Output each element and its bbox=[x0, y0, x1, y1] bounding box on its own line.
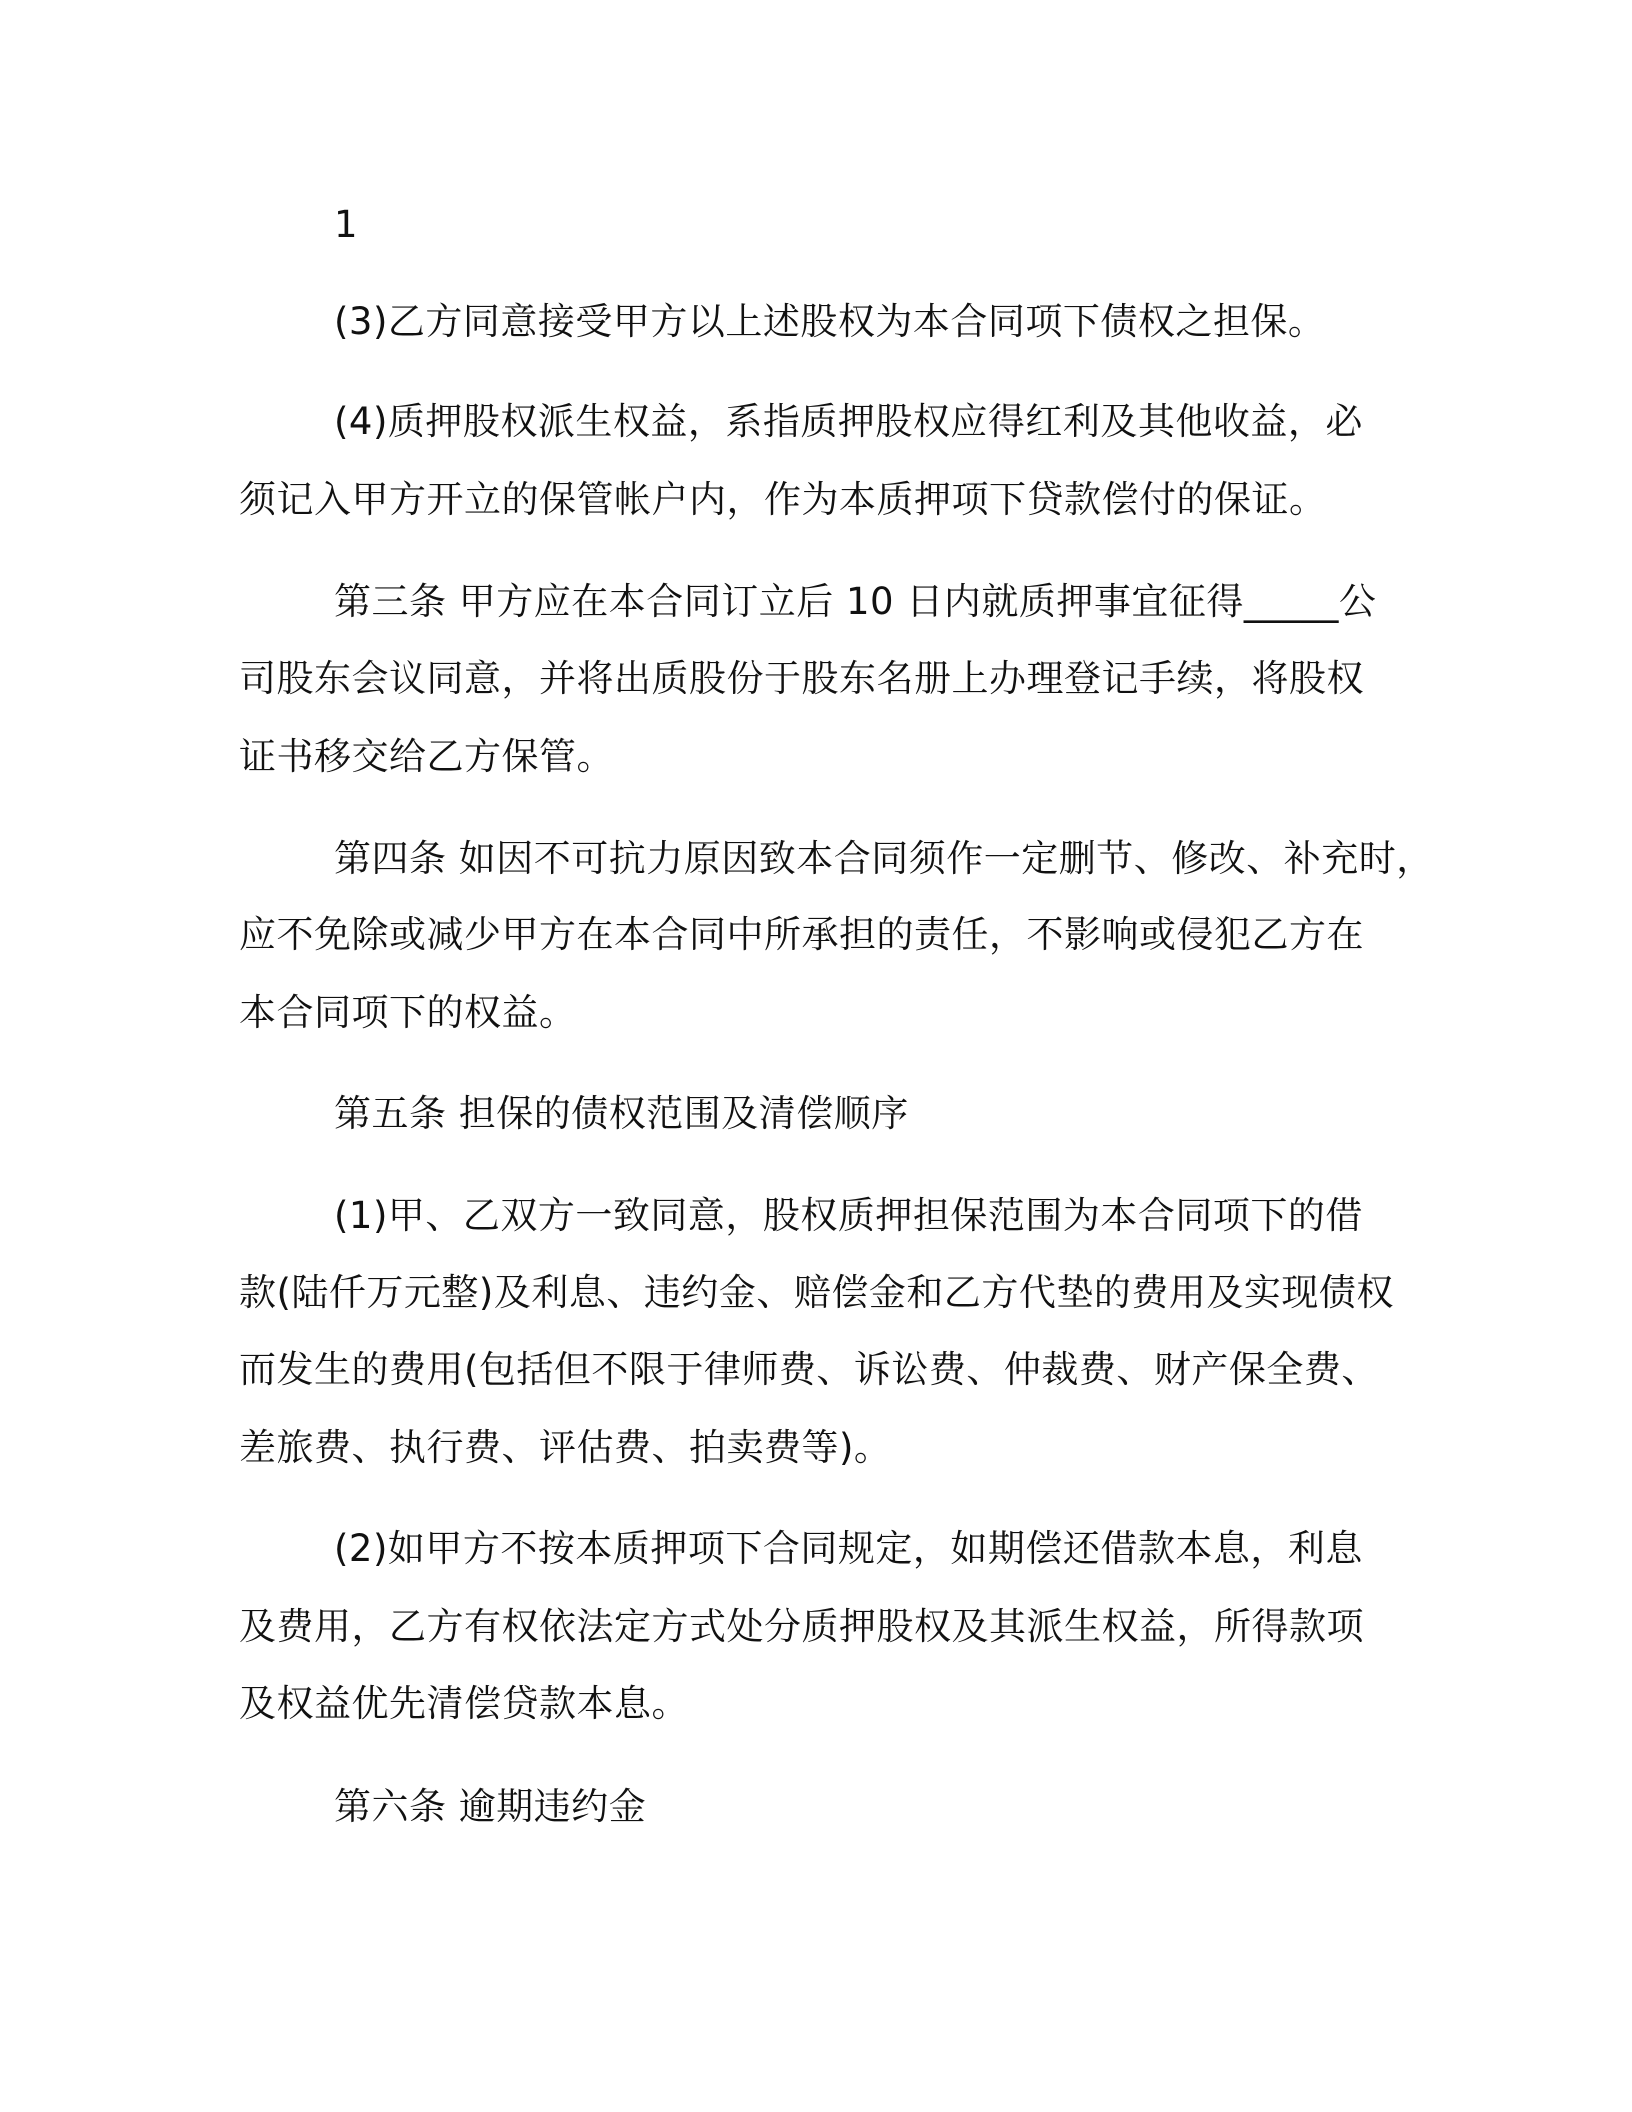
article-4-line-2: 应不免除或减少甲方在本合同中所承担的责任，不影响或侵犯乙方在 bbox=[239, 913, 1364, 956]
article-5-clause-1-line-4: 差旅费、执行费、评估费、拍卖费等)。 bbox=[239, 1426, 892, 1469]
article-5-clause-2-line-2: 及费用，乙方有权依法定方式处分质押股权及其派生权益，所得款项 bbox=[239, 1605, 1364, 1648]
clause-3-line-1: (3)乙方同意接受甲方以上述股权为本合同项下债权之担保。 bbox=[334, 300, 1326, 343]
article-5-clause-1-line-1: (1)甲、乙双方一致同意，股权质押担保范围为本合同项下的借 bbox=[334, 1194, 1363, 1237]
article-3-line-3: 证书移交给乙方保管。 bbox=[239, 735, 614, 778]
article-5-clause-2-line-1: (2)如甲方不按本质押项下合同规定，如期偿还借款本息，利息 bbox=[334, 1527, 1363, 1570]
clause-4-line-1: (4)质押股权派生权益，系指质押股权应得红利及其他收益，必 bbox=[334, 400, 1363, 443]
article-4-line-3: 本合同项下的权益。 bbox=[239, 991, 577, 1034]
article-5-clause-2-line-3: 及权益优先清偿贷款本息。 bbox=[239, 1682, 689, 1725]
article-3-line-2: 司股东会议同意，并将出质股份于股东名册上办理登记手续，将股权 bbox=[239, 657, 1364, 700]
article-6-heading: 第六条 逾期违约金 bbox=[334, 1785, 647, 1828]
page-number: 1 bbox=[334, 203, 358, 246]
article-5-clause-1-line-3: 而发生的费用(包括但不限于律师费、诉讼费、仲裁费、财产保全费、 bbox=[239, 1348, 1379, 1391]
clause-4-line-2: 须记入甲方开立的保管帐户内，作为本质押项下贷款偿付的保证。 bbox=[239, 478, 1327, 521]
article-4-line-1: 第四条 如因不可抗力原因致本合同须作一定删节、修改、补充时， bbox=[334, 837, 1434, 880]
article-3-line-1: 第三条 甲方应在本合同订立后 10 日内就质押事宜征得_____公 bbox=[334, 580, 1377, 623]
article-5-heading: 第五条 担保的债权范围及清偿顺序 bbox=[334, 1092, 909, 1135]
article-5-clause-1-line-2: 款(陆仟万元整)及利息、违约金、赔偿金和乙方代垫的费用及实现债权 bbox=[239, 1271, 1394, 1314]
